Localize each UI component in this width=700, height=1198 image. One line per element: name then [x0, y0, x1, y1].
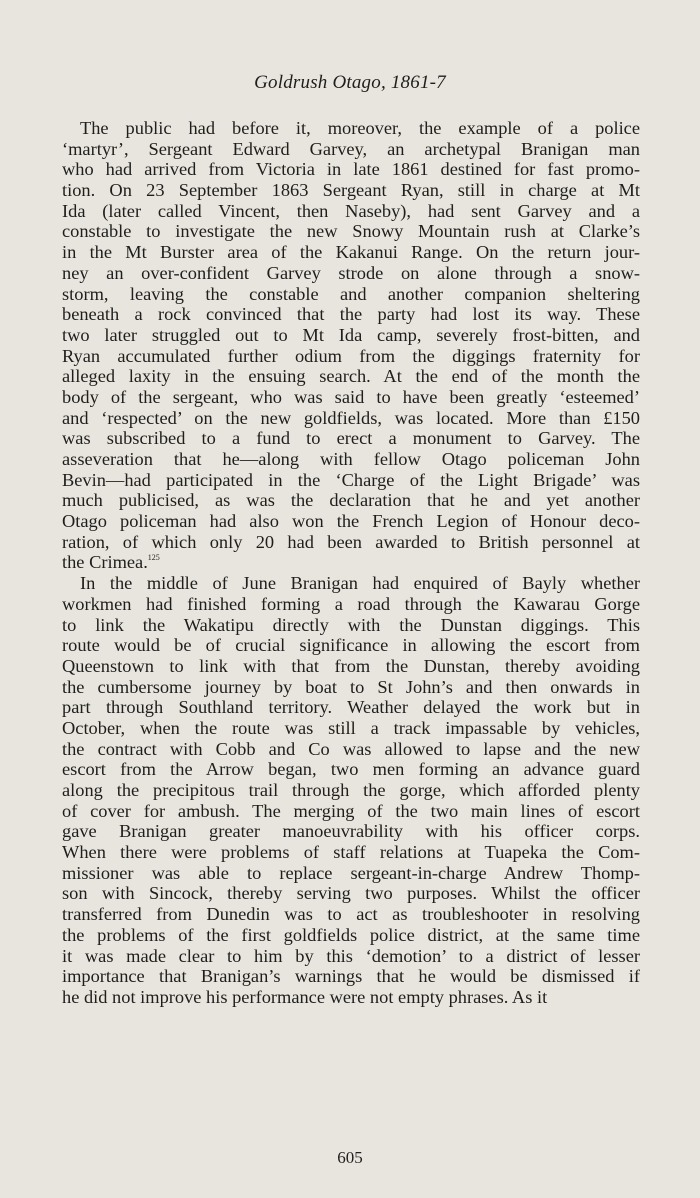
- text-line: the problems of the first goldfields police district, at the same time: [62, 924, 640, 945]
- text-line: Ryan accumulated further odium from the diggings fraternity for: [62, 345, 640, 366]
- text-line: was subscribed to a fund to erect a monument to Garvey. The: [62, 428, 640, 449]
- page-number: 605: [337, 1148, 363, 1167]
- text-line: When there were problems of staff relations at Tuapeka the Com-: [62, 842, 640, 863]
- text-line: of cover for ambush. The merging of the two main lines of escort: [62, 800, 640, 821]
- text-line: the contract with Cobb and Co was allowed to lapse and the new: [62, 738, 640, 759]
- text-line: to link the Wakatipu directly with the Dunstan diggings. This: [62, 614, 640, 635]
- text-line: ‘martyr’, Sergeant Edward Garvey, an archetypal Branigan man: [62, 138, 640, 159]
- text-line: In the middle of June Branigan had enquired of Bayly whether: [80, 573, 640, 594]
- text-line: gave Branigan greater manoeuvrability with his officer corps.: [62, 821, 640, 842]
- text-line: transferred from Dunedin was to act as troubleshooter in resolving: [62, 904, 640, 925]
- text-line: Ida (later called Vincent, then Naseby), had sent Garvey and a: [62, 200, 640, 221]
- text-line: workmen had finished forming a road through the Kawarau Gorge: [62, 593, 640, 614]
- text-line: who had arrived from Victoria in late 1861 destined for fast promo-: [62, 159, 640, 180]
- footnote-marker[interactable]: 125: [147, 553, 160, 563]
- running-head: Goldrush Otago, 1861-7: [254, 72, 446, 93]
- text-line: route would be of crucial significance in allowing the escort from: [62, 635, 640, 656]
- text-line: storm, leaving the constable and another companion sheltering: [62, 283, 640, 304]
- text-line: along the precipitous trail through the gorge, which afforded plenty: [62, 780, 640, 800]
- text-line: ration, of which only 20 had been awarded to British personnel at: [62, 531, 640, 552]
- text-line: beneath a rock convinced that the party had lost its way. These: [62, 304, 640, 325]
- text-line: Queenstown to link with that from the Dunstan, thereby avoiding: [62, 655, 640, 676]
- text-line: alleged laxity in the ensuing search. At the end of the month the: [62, 366, 640, 387]
- text-line: ney an over-confident Garvey strode on alone through a snow-: [62, 262, 640, 283]
- text-line: he did not improve his performance were not empty phrases. As it: [62, 986, 548, 1007]
- text-line: The public had before it, moreover, the example of a police: [80, 118, 640, 138]
- text-line: the cumbersome journey by boat to St John’s and then onwards in: [62, 676, 640, 697]
- paragraph: [62, 573, 640, 1007]
- text-line: and ‘respected’ on the new goldfields, was located. More than £150: [62, 407, 640, 428]
- text-line: tion. On 23 September 1863 Sergeant Ryan, still in charge at Mt: [62, 180, 640, 201]
- text-line: asseveration that he—along with fellow Otago policeman John: [62, 449, 640, 469]
- paragraph: [62, 118, 640, 573]
- text-line: Bevin—had participated in the ‘Charge of the Light Brigade’ was: [62, 469, 640, 490]
- text-line: in the Mt Burster area of the Kakanui Range. On the return jour-: [62, 242, 640, 263]
- text-line: constable to investigate the new Snowy Mountain rush at Clarke’s: [62, 221, 640, 242]
- text-line: October, when the route was still a track impassable by vehicles,: [62, 717, 640, 738]
- text-line: body of the sergeant, who was said to have been greatly ‘esteemed’: [62, 386, 640, 407]
- text-line: escort from the Arrow began, two men forming an advance guard: [62, 759, 640, 780]
- text-line: much publicised, as was the declaration that he and yet another: [62, 490, 640, 511]
- text-line: the Crimea.$^{125}$: [62, 552, 160, 573]
- text-line: two later struggled out to Mt Ida camp, severely frost-bitten, and: [62, 324, 640, 345]
- text-line: importance that Branigan’s warnings that he would be dismissed if: [62, 966, 640, 987]
- text-line: part through Southland territory. Weather delayed the work but in: [62, 697, 640, 718]
- text-line: Otago policeman had also won the French Legion of Honour deco-: [62, 511, 640, 532]
- text-line: it was made clear to him by this ‘demotion’ to a district of lesser: [62, 945, 640, 966]
- text-line: missioner was able to replace sergeant-in-charge Andrew Thomp-: [62, 862, 640, 883]
- text-line: son with Sincock, thereby serving two purposes. Whilst the officer: [62, 883, 640, 904]
- body-text: [62, 118, 640, 1008]
